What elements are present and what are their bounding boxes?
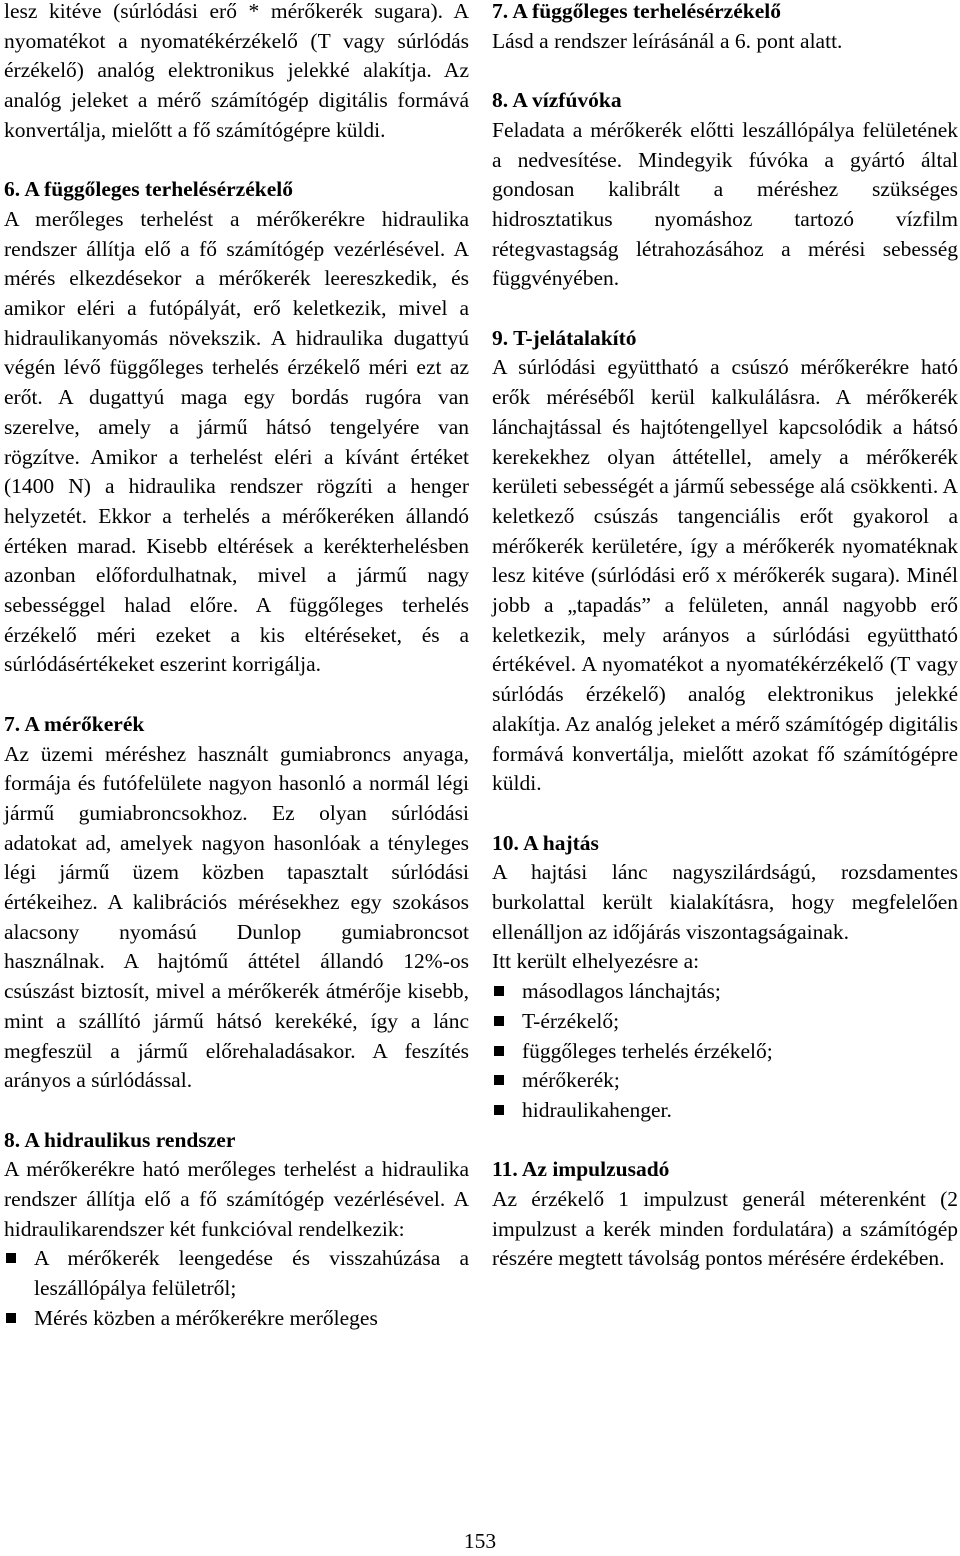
drive-components-list <box>492 977 958 1126</box>
section-body-water-nozzle: Feladata a mérőkerék előtti leszállópálya felületének a nedvesítése. Mindegyik fúvóka a gyártó által gondosan kalibrált a méréshez szükséges hidrosztatikus nyomáshoz tartozó vízfilm rétegvastagság létrahozásához a mérési sebesség függvényében. <box>492 117 958 291</box>
section-body-hydraulic-system: A mérőkerékre ható merőleges terhelést a hidraulika rendszer állítja elő a fő számítógép vezérlésével. A hidraulikarendszer két funkcióval rendelkezik: <box>4 1157 469 1241</box>
list-item: másodlagos lánchajtás; <box>492 977 958 1007</box>
drive-list-intro: Itt került elhelyezésre a: <box>492 949 700 974</box>
hydraulic-functions-list <box>4 1244 469 1333</box>
section-body-measuring-wheel: Az üzemi méréshez használt gumiabroncs anyaga, formája és futófelülete nagyon hasonló a normál légi jármű gumiabroncsokhoz. Ez olyan súrlódási adatokat ad, amelyek nagyon hasonlóak a tényleges légi jármű üzem közben tapasztalt súrlódási értékeihez. A kalibrációs mérésekhez egy szokásos alacsony nyomású Dunlop gumiabroncsot használnak. A hajtómű áttétel állandó 12%-os csúszást biztosít, mivel a mérőkerék átmérője kisebb, mint a szállító jármű hátsó kerekéké, így a lánc megfeszül a jármű előrehaladásakor. A feszítés arányos a súrlódással. <box>4 741 469 1093</box>
list-item: Mérés közben a mérőkerékre merőleges <box>4 1304 469 1334</box>
list-item: mérőkerék; <box>492 1066 958 1096</box>
page-number: 153 <box>463 1529 497 1553</box>
section-heading-hydraulic-system: 8. A hidraulikus rendszer <box>4 1127 236 1152</box>
intro-paragraph: lesz kitéve (súrlódási erő * mérőkerék sugara). A nyomatékot a nyomatékérzékelő (T vagy súrlódás érzékelő) analóg elektronikus jelekké alakítja. Az analóg jeleket a mérő számítógép digitális formává konvertálja, mielőtt a fő számítógépre küldi. <box>4 0 469 142</box>
section-heading-vertical-load-sensor-ref: 7. A függőleges terhelésérzékelő <box>492 0 781 23</box>
list-item: T-érzékelő; <box>492 1007 958 1037</box>
list-item: hidraulikahenger. <box>492 1096 958 1126</box>
section-heading-vertical-load-sensor: 6. A függőleges terhelésérzékelő <box>4 177 293 202</box>
list-item: függőleges terhelés érzékelő; <box>492 1037 958 1067</box>
section-body-pulse-generator: Az érzékelő 1 impulzust generál méterenként (2 impulzust a kerék minden fordulatára) a számítógép részére megtett távolság pontos mérésére érdekében. <box>492 1187 958 1271</box>
section-heading-t-transducer: 9. T-jelátalakító <box>492 325 637 350</box>
section-body-vertical-load-sensor-ref: Lásd a rendszer leírásánál a 6. pont alatt. <box>492 28 843 53</box>
section-body-t-transducer: A súrlódási együttható a csúszó mérőkerékre ható erők méréséből kerül kalkulálásra. A mérőkerék lánchajtással és hajtótengellyel kapcsolódik a hátsó kerekekhez olyan áttétellel, amely a mérőkerék kerületi sebességét a jármű sebessége alá csökkenti. A keletkező csúszás tangenciális erőt gyakorol a mérőkerék kerületére, így a mérőkerék nyomatéknak lesz kitéve (súrlódási erő x mérőkerék sugara). Minél jobb a „tapadás” a felületen, annál nagyobb erő keletkezik, mely arányos a súrlódási együttható értékével. A nyomatékot a nyomatékérzékelő (T vagy súrlódás érzékelő) analóg elektronikus jelekké alakítja. Az analóg jeleket a mérő számítógép digitális formává konvertálja, mielőtt azokat fő számítógépre küldi. <box>492 355 958 796</box>
list-item: A mérőkerék leengedése és visszahúzása a leszállópálya felületről; <box>4 1244 469 1303</box>
section-heading-measuring-wheel: 7. A mérőkerék <box>4 711 145 736</box>
section-heading-drive: 10. A hajtás <box>492 830 599 855</box>
section-heading-pulse-generator: 11. Az impulzusadó <box>492 1157 670 1182</box>
section-heading-water-nozzle: 8. A vízfúvóka <box>492 88 622 113</box>
left-column <box>4 0 469 1334</box>
section-body-drive: A hajtási lánc nagyszilárdságú, rozsdamentes burkolattal került kialakításra, hogy megfelelően ellenálljon az időjárás viszontagságainak. <box>492 860 958 944</box>
section-body-vertical-load-sensor: A merőleges terhelést a mérőkerékre hidraulika rendszer állítja elő a fő számítógép vezérlésével. A mérés elkezdésekor a mérőkerék leereszkedik, és amikor eléri a futópályát, erő keletkezik, mivel a hidraulikanyomás növekszik. A hidraulika dugattyú végén lévő függőleges terhelés érzékelő méri ezt az erőt. A dugattyú maga egy bordás rugóra van szerelve, amely a jármű hátsó tengelyére van rögzítve. Amikor a terhelést eléri a kívánt értéket (1400 N) a hidraulika rendszer rögzíti a henger helyzetét. Ekkor a terhelés a mérőkeréken állandó értéken marad. Kisebb eltérések a kerékterhelésben azonban előfordulhatnak, mivel a jármű nagy sebességgel halad előre. A függőleges terhelés érzékelő méri ezeket a kis eltéréseket, és a súrlódásértékeket eszerint korrigálja. <box>4 206 469 677</box>
right-column <box>492 0 958 1274</box>
